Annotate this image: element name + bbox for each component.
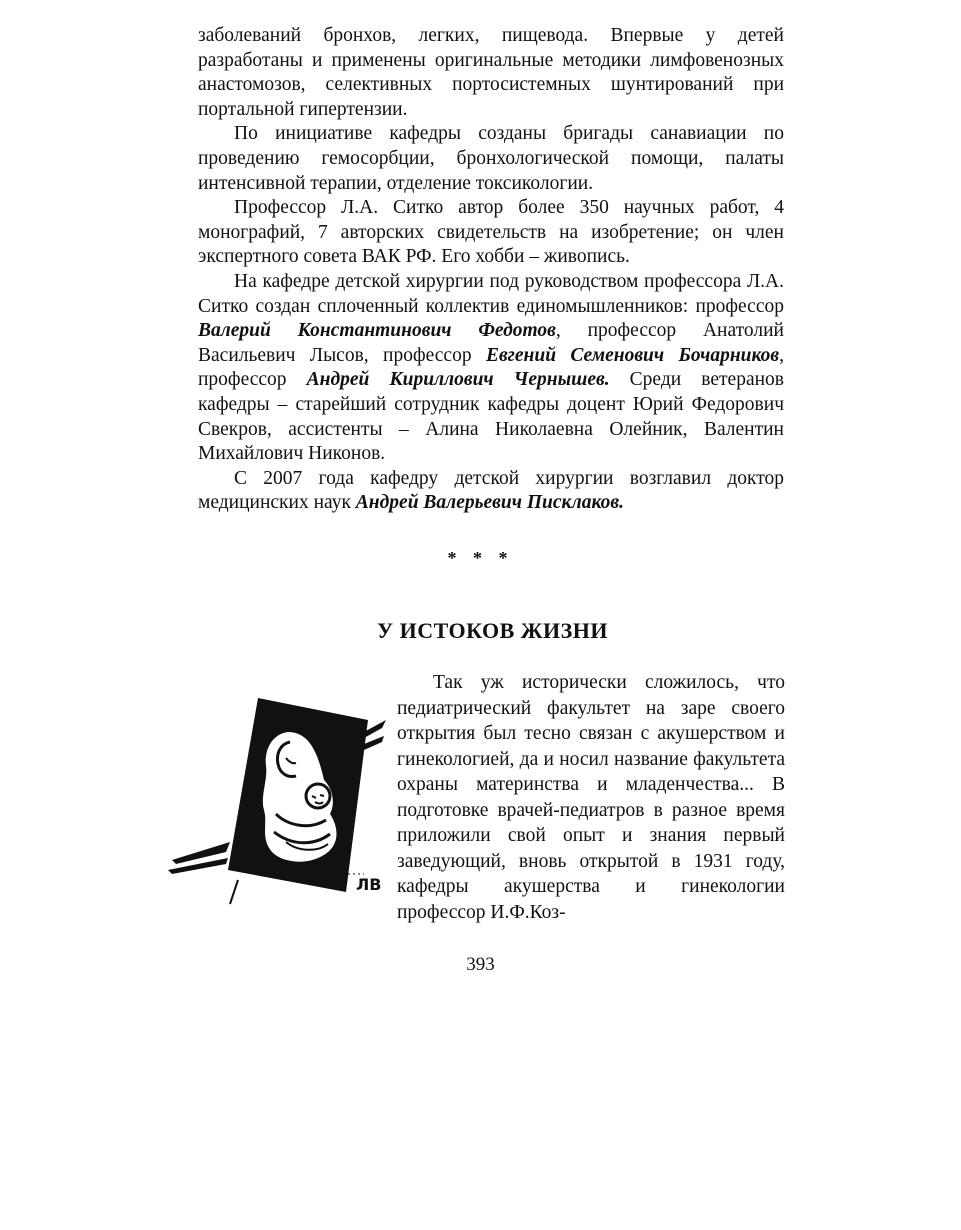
paragraph	[198, 270, 784, 467]
paragraph-text: На кафедре детской хирургии под руководством профессора Л.А. Ситко создан сплоченный коллектив единомышленников: профессор	[198, 270, 784, 317]
paragraph-text: , профессор	[198, 344, 784, 391]
paragraph-text: , профессор Анатолий Васильевич Лысов, профессор	[198, 320, 784, 366]
paragraph	[198, 467, 784, 516]
paragraph	[198, 122, 784, 196]
paragraph-text: По инициативе кафедры созданы бригады санавиации по проведению гемосорбции, бронхологической помощи, палаты интенсивной терапии, отделение токсикологии.	[198, 123, 784, 194]
paragraph-text: Среди ветеранов кафедры – старейший сотрудник кафедры доцент Юрий Федорович Свекров, ассистенты – Алина Николаевна Олейник, Валентин Михайлович Никонов.	[198, 369, 784, 465]
section-title-text: У ИСТОКОВ ЖИЗНИ	[376, 618, 609, 643]
person-name: Валерий Константинович Федотов	[198, 320, 556, 342]
paragraph	[198, 24, 784, 122]
section-title	[0, 618, 961, 644]
mother-and-child-icon	[168, 692, 388, 907]
paragraph	[198, 196, 784, 270]
paragraph-text: С 2007 года кафедру детской хирургии возглавил доктор медицинских наук	[198, 467, 784, 514]
person-name: Андрей Кириллович Чернышев.	[306, 369, 610, 391]
paragraph-text: заболеваний бронхов, легких, пищевода. Впервые у детей разработаны и применены оригинальные методики лимфовенозных анастомозов, селективных портосистемных шунтирований при портальной гипертензии.	[198, 25, 784, 120]
section-separator: * * *	[447, 548, 514, 568]
body-text	[198, 24, 784, 516]
illustration-signature: ЛВ	[356, 875, 382, 894]
paragraph-text: Профессор Л.А. Ситко автор более 350 научных работ, 4 монографий, 7 авторских свидетельств на изобретение; он член экспертного совета ВАК РФ. Его хобби – живопись.	[198, 197, 784, 268]
section-paragraph: Так уж исторически сложилось, что педиатрический факультет на заре своего открытия был тесно связан с акушерством и гинекологией, да и носил название факультета охраны материнства и младенчества... В подготовке врачей-педиатров в разное время приложили свой опыт и знания первый заведующий, вновь открытой в 1931 году, кафедры акушерства и гинекологии профессор И.Ф.Коз-	[397, 672, 785, 923]
section-body	[397, 670, 785, 925]
person-name: Евгений Семенович Бочарников	[485, 344, 780, 366]
person-name: Андрей Валерьевич Писклаков.	[355, 492, 625, 514]
page-number: 393	[466, 954, 495, 975]
